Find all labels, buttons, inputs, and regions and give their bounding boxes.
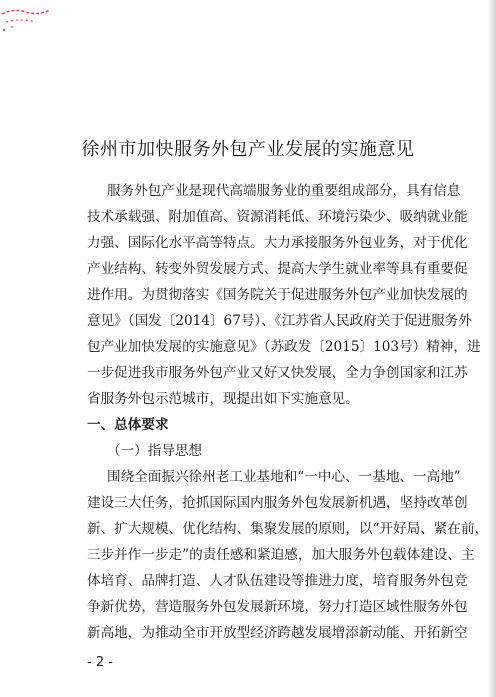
guide-line: 争新优势，营造服务外包发展新环境，努力打造区域性服务外包 (87, 599, 468, 615)
intro-line: 包产业加快发展的实施意见》（苏政发〔2015〕103号）精神，进 (87, 339, 481, 355)
guide-line: 三步并作一步走”的责任感和紧迫感，加大服务外包载体建设、主 (87, 547, 475, 563)
intro-line: 意见》（国发〔2014〕67号）、《江苏省人民政府关于促进服务外 (87, 313, 472, 329)
red-stamp-mark (0, 0, 60, 40)
guide-line: 围绕全面振兴徐州老工业基地和“一中心、一基地、一高地” (107, 469, 461, 485)
intro-line: 技术承载强、附加值高、资源消耗低、环境污染少、吸纳就业能 (87, 209, 468, 225)
intro-line: 省服务外包示范城市，现提出如下实施意见。 (87, 391, 359, 407)
guide-line: 新、扩大规模、优化结构、集聚发展的原则，以“开好局、紧在前， (87, 521, 489, 537)
intro-line: 产业结构、转变外贸发展方式、提高大学生就业率等具有重要促 (87, 261, 468, 277)
guide-line: 体培育、品牌打造、人才队伍建设等推进力度，培育服务外包竞 (87, 573, 468, 589)
intro-line: 服务外包产业是现代高端服务业的重要组成部分，具有信息 (107, 183, 461, 199)
intro-line: 一步促进我市服务外包产业又好又快发展，全力争创国家和江苏 (87, 365, 468, 381)
guide-line: 新高地，为推动全市开放型经济跨越发展增添新动能、开拓新空 (87, 625, 468, 641)
subsection-heading: （一）指导思想 (107, 443, 203, 459)
document-title: 徐州市加快服务外包产业发展的实施意见 (81, 139, 415, 160)
intro-line: 进作用。为贯彻落实《国务院关于促进服务外包产业加快发展的 (87, 287, 468, 303)
page-number: - 2 - (87, 655, 113, 670)
section-heading: 一、总体要求 (87, 417, 169, 433)
scan-edge-shadow (488, 0, 496, 697)
guide-line: 建设三大任务，抢抓国际国内服务外包发展新机遇，坚持改革创 (87, 495, 468, 511)
intro-line: 力强、国际化水平高等特点。大力承接服务外包业务，对于优化 (87, 235, 468, 251)
